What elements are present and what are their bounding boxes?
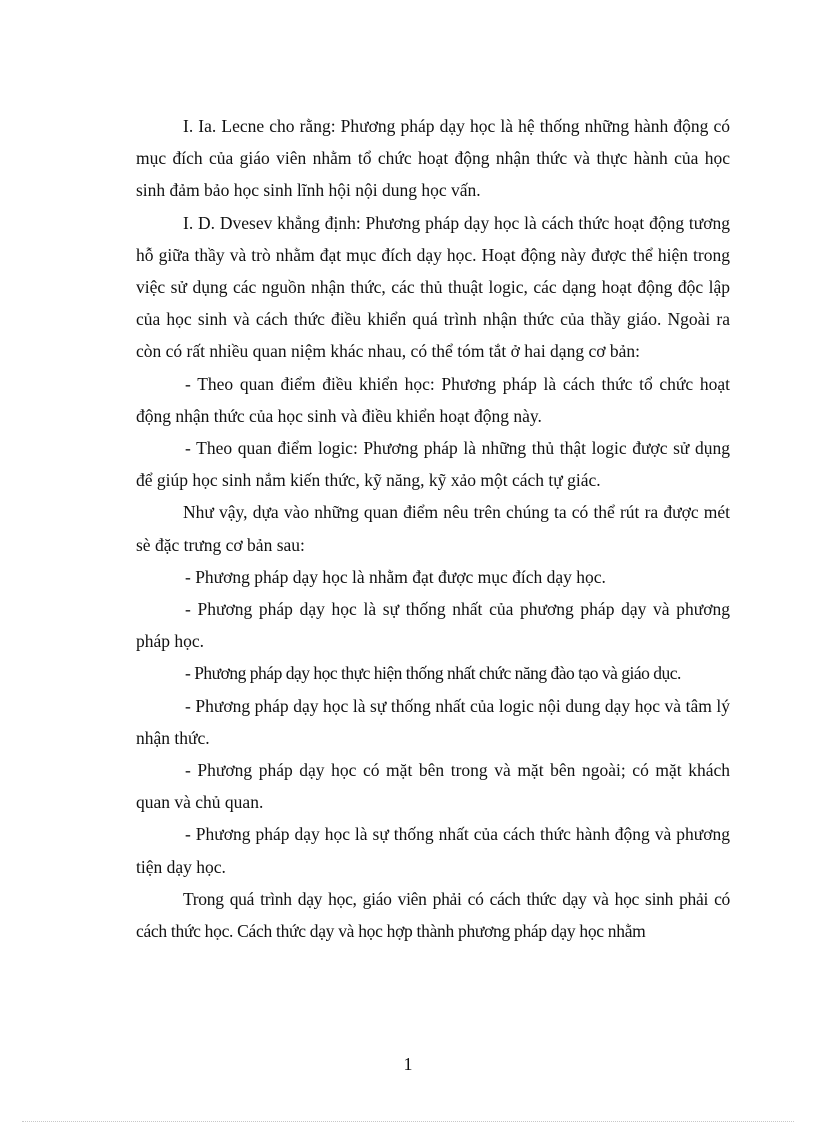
page-number: 1 (403, 1054, 413, 1074)
paragraph-dvesev-definition: I. D. Dvesev khẳng định: Phương pháp dạy học là cách thức hoạt động tương hỗ giữa thầy và trò nhằm đạt mục đích dạy học. Hoạt động này được thể hiện trong việc sử dụng các nguồn nhận thức, các thủ thuật logic, các dạng hoạt động độc lập của học sinh và cách thức điều khiển quá trình nhận thức của thầy giáo. Ngoài ra còn có rất nhiều quan niệm khác nhau, có thể tóm tắt ở hai dạng cơ bản: (136, 212, 730, 362)
list-item-characteristic-6: - Phương pháp dạy học là sự thống nhất của cách thức hành động và phương tiện dạy học. (136, 824, 730, 877)
page-bottom-divider (22, 1121, 794, 1122)
list-item-characteristic-5: - Phương pháp dạy học có mặt bên trong và mặt bên ngoài; có mặt khách quan và chủ quan. (136, 760, 730, 813)
list-item-logic-view: - Theo quan điểm logic: Phương pháp là những thủ thật logic được sử dụng để giúp học sinh nắm kiến thức, kỹ năng, kỹ xảo một cách tự giác. (136, 438, 730, 491)
paragraph-characteristics-intro: Như vậy, dựa vào những quan điểm nêu trên chúng ta có thể rút ra được mét sè đặc trưng cơ bản sau: (136, 502, 730, 555)
list-item-characteristic-3: - Phương pháp dạy học thực hiện thống nhất chức năng đào tạo và giáo dục. (185, 663, 681, 684)
paragraph-lecne-definition: I. Ia. Lecne cho rằng: Phương pháp dạy học là hệ thống những hành động có mục đích của giáo viên nhằm tổ chức hoạt động nhận thức và thực hành của học sinh đảm bảo học sinh lĩnh hội nội dung học vấn. (136, 116, 730, 201)
list-item-characteristic-1: - Phương pháp dạy học là nhằm đạt được mục đích dạy học. (185, 566, 606, 587)
body-text (136, 110, 730, 947)
list-item-characteristic-4: - Phương pháp dạy học là sự thống nhất của logic nội dung dạy học và tâm lý nhận thức. (136, 695, 730, 748)
list-item-cybernetics-view: - Theo quan điểm điều khiển học: Phương pháp là cách thức tổ chức hoạt động nhận thức của học sinh và điều khiển hoạt động này. (136, 373, 730, 426)
list-item-characteristic-2: - Phương pháp dạy học là sự thống nhất của phương pháp dạy và phương pháp học. (136, 599, 730, 652)
paragraph-conclusion: Trong quá trình dạy học, giáo viên phải có cách thức dạy và học sinh phải có cách thức học. Cách thức dạy và học hợp thành phương pháp dạy học nhằm (136, 888, 730, 942)
